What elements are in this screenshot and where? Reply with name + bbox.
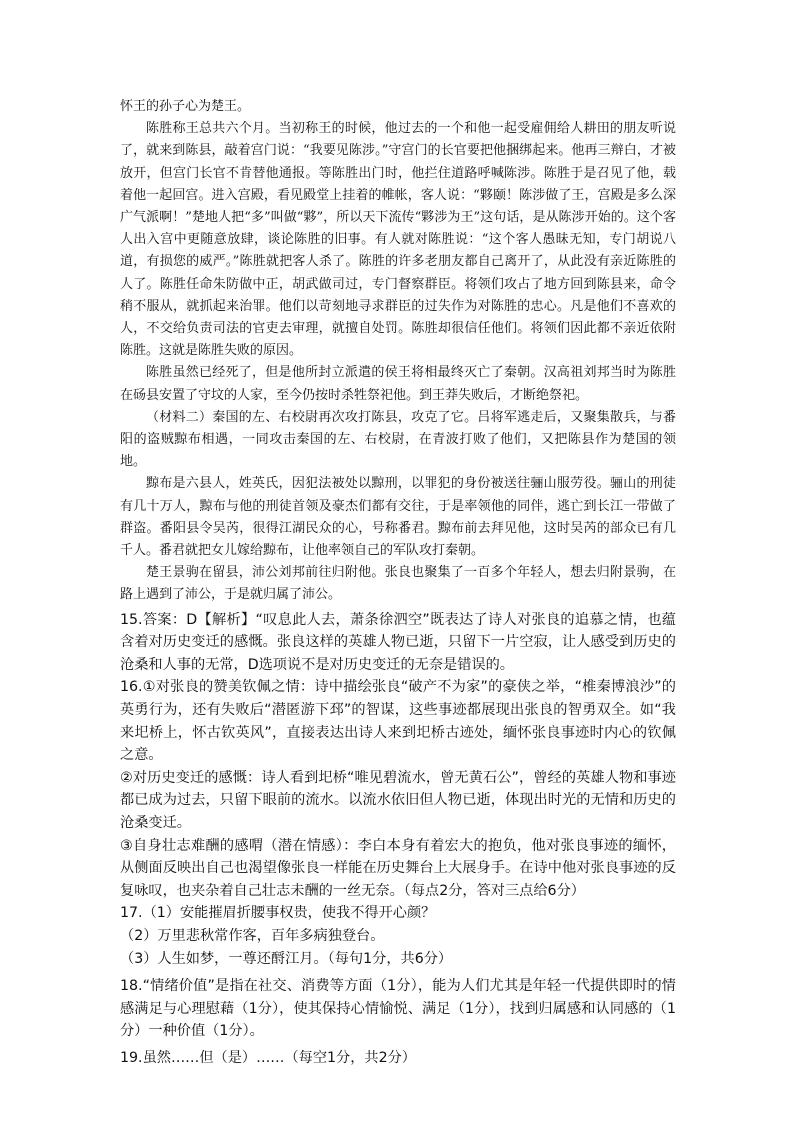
answer-17-item-2: （2）万里悲秋常作客，百年多病独登台。 — [120, 927, 385, 944]
translation-paragraph-4: 黥布是六县人，姓英氏，因犯法被处以黥刑，以罪犯的身份被送往骊山服劳役。骊山的刑徒有几十万人，黥布与他的刑徒首领及豪杰们都有交往，于是率领他的同伴，逃亡到长江一带做了群盗。番阳县令吴芮，很得江湖民众的心，号称番君。黥布前去拜见他，这时吴芮的部众已有几千人。番君就把女儿嫁给黥布，让他率领自己的军队攻打秦朝。 — [120, 476, 676, 559]
translation-paragraph-2: 陈胜虽然已经死了，但是他所封立派遣的侯王将相最终灭亡了秦朝。汉高祖刘邦当时为陈胜在砀县安置了守坟的人家，至今仍按时杀牲祭祀他。到王莽失败后，才断绝祭祀。 — [120, 365, 676, 403]
answer-18: 18.“情绪价值”是指在社交、消费等方面（1分），能为人们尤其是年轻一代提供即时的情感满足与心理慰藉（1分），使其保持心情愉悦、满足（1分），找到归属感和认同感的（1分）一种价值（1分）。 — [120, 978, 676, 1040]
answer-16-point-1: 16.①对张良的赞美钦佩之情：诗中描绘张良“破产不为家”的豪侠之举，“椎秦博浪沙”的英勇行为，还有失败后“潜匿游下邳”的智谋，这些事迹都展现出张良的智勇双全。如“我来圯桥上，怀古钦英风”，直接表达出诗人来到圯桥古迹处，缅怀张良事迹时内心的钦佩之意。 — [120, 679, 676, 764]
document-page — [120, 96, 676, 1070]
translation-paragraph-5: 楚王景驹在留县，沛公刘邦前往归附他。张良也聚集了一百多个年轻人，想去归附景驹，在路上遇到了沛公，于是就归属了沛公。 — [120, 565, 676, 603]
translation-paragraph-3: （材料二）秦国的左、右校尉再次攻打陈县，攻克了它。吕将军逃走后，又聚集散兵，与番阳的盗贼黥布相遇，一同攻击秦国的左、右校尉，在青波打败了他们，又把陈县作为楚国的领地。 — [120, 409, 676, 470]
answer-15: 15.答案：D【解析】“叹息此人去，萧条徐泗空”既表达了诗人对张良的追慕之情，也蕴含着对历史变迁的感慨。张良这样的英雄人物已逝，只留下一片空寂，让人感受到历史的沧桑和人事的无常，D选项说不是对历史变迁的无奈是错误的。 — [120, 611, 676, 673]
answer-19: 19.虽然……但（是）……（每空1分，共2分） — [120, 1049, 416, 1066]
answer-17-item-3: （3）人生如梦，一尊还酹江月。（每句1分，共6分） — [120, 950, 453, 967]
translation-paragraph-1: 陈胜称王总共六个月。当初称王的时候，他过去的一个和他一起受雇佣给人耕田的朋友听说了，就来到陈县，敲着宫门说：“我要见陈涉。”守宫门的长官要把他捆绑起来。他再三辩白，才被放开，但宫门长官不肯替他通报。等陈胜出门时，他拦住道路呼喊陈涉。陈胜于是召见了他，载着他一起回宫。进入宫殿，看见殿堂上挂着的帷帐，客人说：“夥颐！陈涉做了王，宫殿是多么深广气派啊！”楚地人把“多”叫做“夥”，所以天下流传“夥涉为王”这句话，是从陈涉开始的。这个客人出入宫中更随意放肆，谈论陈胜的旧事。有人就对陈胜说：“这个客人愚昧无知，专门胡说八道，有损您的威严。”陈胜就把客人杀了。陈胜的许多老朋友都自己离开了，从此没有亲近陈胜的人了。陈胜任命朱防做中正，胡武做司过，专门督察群臣。将领们攻占了地方回到陈县来，命令稍不服从，就抓起来治罪。他们以苛刻地寻求群臣的过失作为对陈胜的忠心。凡是他们不喜欢的人，不交给负责司法的官吏去审理，就擅自处罚。陈胜却很信任他们。将领们因此都不亲近依附陈胜。这就是陈胜失败的原因。 — [120, 121, 676, 359]
answer-section — [120, 609, 676, 1070]
translation-line-0: 怀王的孙子心为楚王。 — [120, 99, 251, 114]
answer-16-point-3: ③自身壮志难酬的感喟（潜在情感）：李白本身有着宏大的抱负，他对张良事迹的缅怀，从侧面反映出自己也渴望像张良一样能在历史舞台上大展身手。在诗中他对张良事迹的反复咏叹，也夹杂着自己壮志未酬的一丝无奈。（每点2分，答对三点给6分） — [120, 837, 676, 899]
answer-17-item-1: 17.（1）安能摧眉折腰事权贵，使我不得开心颜？ — [120, 905, 436, 922]
answer-16-point-2: ②对历史变迁的感慨：诗人看到圯桥“唯见碧流水，曾无黄石公”，曾经的英雄人物和事迹都已成为过去，只留下眼前的流水。以流水依旧但人物已逝，体现出时光的无情和历史的沧桑变迁。 — [120, 769, 676, 832]
translation-section — [120, 96, 676, 607]
